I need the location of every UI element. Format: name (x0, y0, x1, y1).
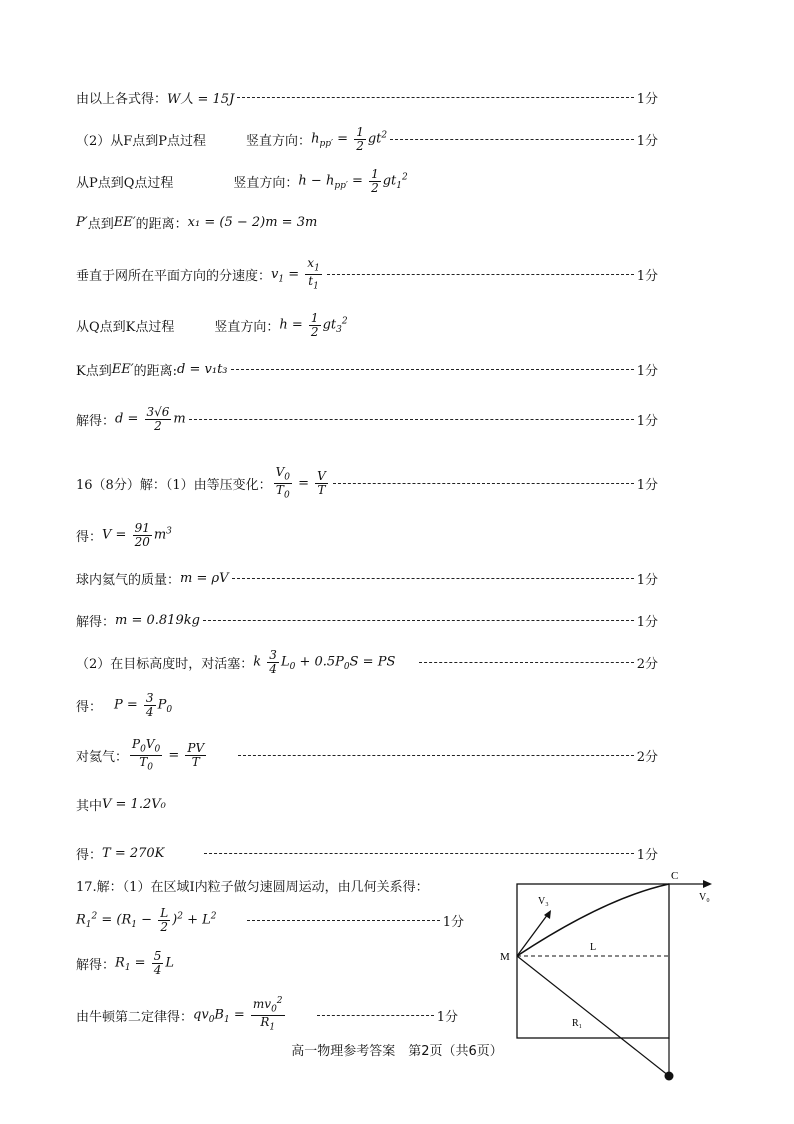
dash-leader (419, 662, 633, 663)
line-piston (76, 645, 658, 679)
direction-label: 竖直方向： (246, 133, 312, 149)
line-k-distance (76, 352, 658, 386)
line-text: 从P点到Q点过程 (76, 175, 174, 191)
line-q16-isobaric (76, 466, 658, 500)
line-text: 解得： (76, 957, 116, 973)
line-helium-mass (76, 561, 658, 595)
label-v3: V₃ (538, 896, 549, 907)
line-radius-result (76, 946, 294, 980)
dash-leader (231, 369, 634, 370)
formula: $h_{pp'}$ = $\frac{1}{2}$ $gt^2$ (311, 124, 388, 153)
line-text: 16（8分）解：（1）由等压变化： (76, 477, 272, 493)
line-helium-state (76, 738, 658, 772)
line-geometry-equation (76, 903, 464, 937)
formula: x₁ = (5 − 2)m = 3m (187, 214, 318, 230)
line-text: 从Q点到K点过程 (76, 319, 175, 335)
line-d-result (76, 402, 658, 436)
formula: V = 1.2V₀ (102, 796, 166, 812)
line-p-prime-distance (76, 205, 458, 239)
line-text: 球内氦气的质量： (76, 572, 181, 588)
v0-arrowhead (703, 880, 712, 888)
dash-leader (247, 920, 440, 921)
circle-center-dot (665, 1072, 674, 1081)
score: 1分 (636, 477, 658, 493)
score: 2分 (636, 749, 658, 765)
line-text: 点到 (87, 216, 114, 232)
line-text-2: 的距离: (133, 363, 178, 379)
label-m: M (500, 951, 510, 963)
dash-leader (189, 419, 634, 420)
line-volume-result (76, 518, 458, 552)
score: 1分 (636, 847, 658, 863)
dash-leader (390, 139, 634, 140)
dash-leader (317, 1015, 434, 1016)
formula: $R_1$ = $\frac{5}{4}$ L (115, 948, 174, 977)
line-text: 17.解：（1）在区域Ⅰ内粒子做匀速圆周运动，由几何关系得： (76, 879, 429, 895)
score: 2分 (636, 656, 658, 672)
line-f-to-p (76, 122, 658, 156)
v3-arrow-line (517, 914, 548, 956)
dash-leader (327, 274, 634, 275)
score: 1分 (636, 572, 658, 588)
score: 1分 (442, 914, 464, 930)
line-text: 其中 (76, 798, 103, 814)
label-v0: V₀ (699, 892, 710, 903)
formula: $\frac{P_0V_0}{T_0}$ = $\frac{PV}{T}$ (132, 736, 205, 772)
formula: m = 0.819kg (115, 612, 200, 628)
line-q-to-k (76, 308, 458, 342)
formula: $R_1^2 = (R_1$ − $\frac{L}{2}$ )$^2 + L^2$ (76, 905, 217, 934)
symbol: EE′ (111, 361, 134, 377)
line-text: 由牛顿第二定律得： (76, 1009, 194, 1025)
direction-label: 竖直方向： (214, 319, 280, 335)
line-q17-intro (76, 868, 494, 902)
dash-leader (203, 620, 634, 621)
region-box (517, 884, 669, 1038)
line-text-2: 的距离： (135, 216, 188, 232)
line-text: （2）在目标高度时，对活塞： (76, 656, 254, 672)
line-text: 对氦气： (76, 749, 129, 765)
line-work-result (76, 80, 658, 114)
line-pressure-result (76, 688, 458, 722)
formula: W人 = 15J (167, 91, 235, 107)
formula: P = $\frac{3}{4}$ $P_0$ (114, 690, 173, 719)
score: 1分 (636, 91, 658, 107)
formula: m = ρV (180, 570, 229, 586)
score: 1分 (636, 363, 658, 379)
line-volume-condition (76, 787, 458, 821)
dash-leader (204, 853, 633, 854)
label-c: C (671, 870, 679, 882)
line-temperature-result (76, 836, 658, 870)
dash-leader (237, 97, 633, 98)
line-newton-second-law (76, 998, 458, 1032)
line-velocity-component (76, 257, 658, 291)
formula: k $\frac{3}{4}$ $L_0 + 0.5P_0S$ = PS (253, 647, 396, 676)
line-text: 解得： (76, 413, 116, 429)
symbol: P′ (76, 214, 88, 230)
score: 1分 (436, 1009, 458, 1025)
line-mass-result (76, 603, 658, 637)
dash-leader (232, 578, 634, 579)
formula: $qv_0B_1$ = $\frac{mv_0^2}{R_1}$ (193, 996, 283, 1033)
formula: T = 270K (102, 845, 165, 861)
formula: $v_1$ = $\frac{x_1}{t_1}$ (271, 255, 320, 291)
symbol: EE′ (113, 214, 136, 230)
label-l: L (590, 942, 597, 953)
score: 1分 (636, 268, 658, 284)
formula: $\frac{V_0}{T_0}$ = $\frac{V}{T}$ (275, 464, 326, 500)
formula: d = $\frac{3√6}{2}$ m (115, 404, 186, 433)
score: 1分 (636, 133, 658, 149)
formula: V = $\frac{91}{20}$ $m^3$ (102, 520, 172, 549)
score: 1分 (636, 614, 658, 630)
dash-leader (333, 483, 634, 484)
page-footer: 高一物理参考答案 第2页（共6页） (291, 1044, 503, 1059)
formula: h = $\frac{1}{2}$ $gt_3^2$ (279, 310, 348, 339)
line-text: 垂直于网所在平面方向的分速度： (76, 268, 272, 284)
line-text: 得： (76, 699, 103, 715)
line-text: 得： (76, 529, 103, 545)
formula: d = v₁t₃ (177, 361, 228, 377)
line-text: 解得： (76, 614, 116, 630)
line-p-to-q (76, 164, 458, 198)
direction-label: 竖直方向： (233, 175, 299, 191)
line-text: 得： (76, 847, 103, 863)
score: 1分 (636, 413, 658, 429)
line-text: K点到 (76, 363, 112, 379)
label-r1: R₁ (572, 1018, 583, 1029)
line-text: （2）从F点到P点过程 (76, 133, 207, 149)
dash-leader (238, 755, 634, 756)
formula: $h - h_{pp'}$ = $\frac{1}{2}$ $gt_1^2$ (298, 166, 408, 195)
line-text: 由以上各式得： (76, 91, 168, 107)
